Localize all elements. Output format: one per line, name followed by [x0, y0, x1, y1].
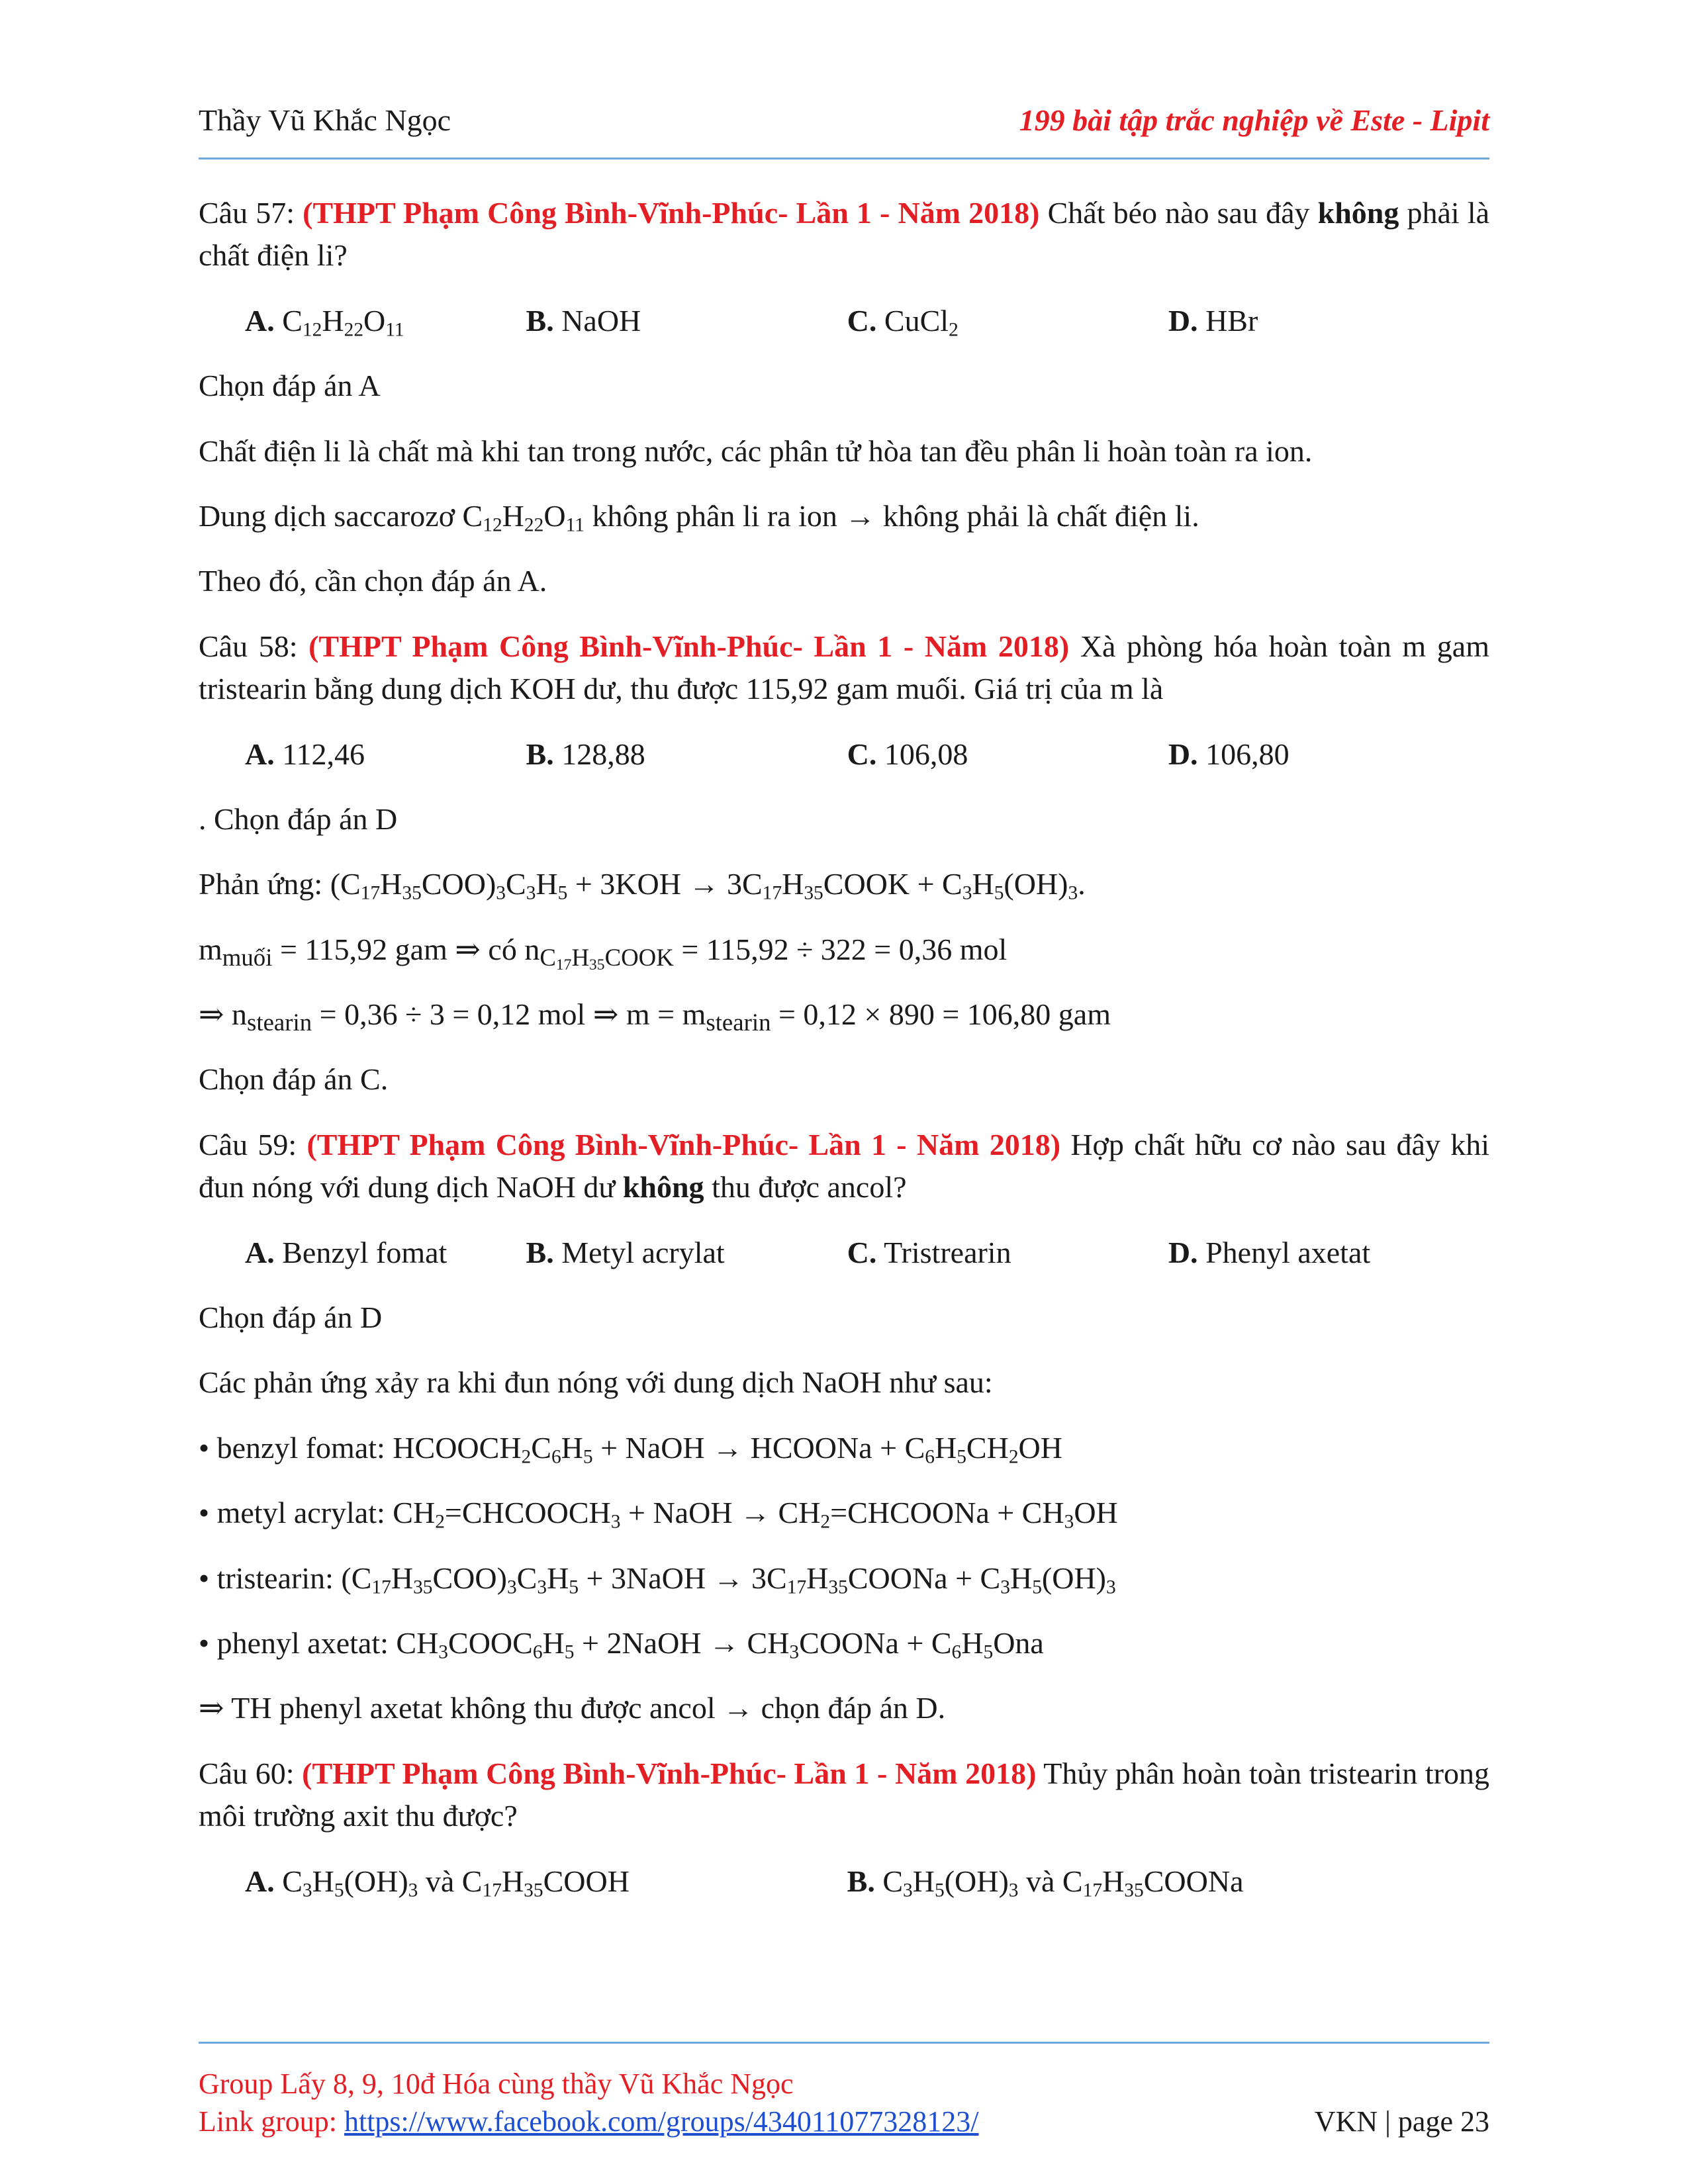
- q59-reaction-3: • tristearin: $(C_{17}H_{35}COO)_3C_3H_5$ + 3NaOH → $3C_{17}H_{35}COONa + C_3H_5(OH)_3$: [199, 1561, 1116, 1598]
- q58-question: [199, 625, 1489, 711]
- q59-option-d: D. Phenyl axetat: [1168, 1235, 1371, 1269]
- q58-conclusion: Chọn đáp án C.: [199, 1062, 389, 1097]
- q58-calc-1: $m_{muối} = 115,92$ gam ⇒ có $n_{C_{17}H_{35}COOK} = 115,92 \div 322 = 0,36$ mol: [199, 932, 1008, 974]
- q58-label: Câu 58:: [199, 629, 298, 663]
- q57-option-a: A. $C_{12}H_{22}O_{11}$: [245, 303, 404, 341]
- header-title: 199 bài tập trắc nghiệp về Este - Lipit: [1019, 103, 1489, 137]
- q58-option-b: B. 128,88: [526, 737, 645, 771]
- q60-label: Câu 60:: [199, 1756, 295, 1790]
- q60-question: [199, 1752, 1489, 1838]
- q59-option-c: C. Tristrearin: [847, 1235, 1011, 1269]
- page-footer: [199, 2065, 1489, 2140]
- q57-explanation-1: Chất điện li là chất mà khi tan trong nước, các phân tử hòa tan đều phân li hoàn toàn ra ion.: [199, 433, 1313, 468]
- q57-option-d: D. HBr: [1168, 303, 1258, 338]
- q59-reaction-2: • metyl acrylat: $CH_2=CHCOOCH_3$ + NaOH → $CH_2=CHCOONa + CH_3OH$: [199, 1496, 1118, 1533]
- q59-reaction-4: • phenyl axetat: $CH_3COOC_6H_5$ + 2NaOH → $CH_3COONa + C_6H_5Ona$: [199, 1625, 1044, 1663]
- q59-answer: Chọn đáp án D: [199, 1300, 383, 1335]
- q57-source: (THPT Phạm Công Bình-Vĩnh-Phúc- Lần 1 - Năm 2018): [303, 196, 1040, 230]
- page-number: VKN | page 23: [1314, 2105, 1489, 2138]
- q58-answer: . Chọn đáp án D: [199, 801, 398, 836]
- header-author: Thầy Vũ Khắc Ngọc: [199, 103, 451, 137]
- q60-options: [199, 1860, 1489, 1903]
- q58-reaction: Phản ứng: $(C_{17}H_{35}COO)_3C_3H_5 + 3KOH$ → $3C_{17}H_{35}COOK + C_3H_5(OH)_3$.: [199, 867, 1086, 904]
- q60-text: Thủy phân hoàn toàn tristearin trong môi trường axit thu được?: [199, 1756, 1490, 1833]
- q57-answer: Chọn đáp án A: [199, 369, 381, 403]
- q57-option-c: C. CuCl$_2$: [847, 303, 959, 341]
- q57-emphasis: không: [1317, 196, 1399, 230]
- q57-text-after: phải là chất điện li?: [199, 196, 1490, 273]
- q60-source: (THPT Phạm Công Bình-Vĩnh-Phúc- Lần 1 - Năm 2018): [302, 1756, 1037, 1790]
- q59-text-after: thu được ancol?: [712, 1170, 907, 1205]
- footer-link-row: [199, 2103, 1489, 2140]
- q57-label: Câu 57:: [199, 196, 295, 230]
- header-rule: [199, 158, 1489, 159]
- q57-explanation-2: Dung dịch saccarozơ $C_{12}H_{22}O_{11}$ không phân li ra ion → không phải là chất điện li.: [199, 498, 1199, 536]
- q59-intro: Các phản ứng xảy ra khi đun nóng với dung dịch NaOH như sau:: [199, 1365, 993, 1400]
- q58-option-c: C. 106,08: [847, 737, 968, 771]
- q59-reaction-1: • benzyl fomat: $HCOOCH_2C_6H_5$ + NaOH → HCOONa + $C_6H_5CH_2OH$: [199, 1430, 1062, 1468]
- q57-options: [199, 300, 1489, 342]
- q59-emphasis: không: [622, 1170, 704, 1205]
- q59-option-b: B. Metyl acrylat: [526, 1235, 725, 1269]
- q59-text-before: Hợp chất hữu cơ nào sau đây khi đun nóng với dung dịch NaOH dư: [199, 1127, 1490, 1205]
- q57-question: [199, 192, 1489, 277]
- q60-option-a: A. $C_3H_5(OH)_3$ và $C_{17}H_{35}COOH$: [245, 1864, 630, 1901]
- q58-option-a: A. 112,46: [245, 737, 365, 771]
- page-content: [199, 192, 1489, 1925]
- q59-conclusion: ⇒ TH phenyl axetat không thu được ancol → chọn đáp án D.: [199, 1691, 946, 1725]
- page-header: [199, 99, 1489, 142]
- footer-rule: [199, 2042, 1489, 2044]
- footer-link-label: Link group:: [199, 2105, 337, 2138]
- q59-option-a: A. Benzyl fomat: [245, 1235, 447, 1269]
- footer-group: Group Lấy 8, 9, 10đ Hóa cùng thầy Vũ Khắc Ngọc: [199, 2068, 794, 2100]
- q59-question: [199, 1124, 1489, 1209]
- q57-explanation-3: Theo đó, cần chọn đáp án A.: [199, 564, 547, 598]
- q57-text-before: Chất béo nào sau đây: [1047, 196, 1310, 230]
- q60-option-b: B. $C_3H_5(OH)_3$ và $C_{17}H_{35}COONa$: [847, 1864, 1244, 1901]
- q58-calc-2: ⇒ $n_{stearin} = 0,36 \div 3 = 0,12$ mol ⇒ $m = m_{stearin} = 0,12 \times 890 = 106,80$ gam: [199, 997, 1111, 1036]
- q58-text: Xà phòng hóa hoàn toàn m gam tristearin bằng dung dịch KOH dư, thu được 115,92 gam muối. Giá trị của m là: [199, 629, 1490, 706]
- q58-option-d: D. 106,80: [1168, 737, 1289, 771]
- q59-source: (THPT Phạm Công Bình-Vĩnh-Phúc- Lần 1 - Năm 2018): [306, 1127, 1061, 1161]
- group-link[interactable]: https://www.facebook.com/groups/434011077328123/: [344, 2105, 979, 2138]
- q59-label: Câu 59:: [199, 1127, 297, 1161]
- q58-options: [199, 733, 1489, 776]
- q59-options: [199, 1232, 1489, 1274]
- q58-source: (THPT Phạm Công Bình-Vĩnh-Phúc- Lần 1 - Năm 2018): [308, 629, 1070, 663]
- q57-option-b: B. NaOH: [526, 303, 641, 338]
